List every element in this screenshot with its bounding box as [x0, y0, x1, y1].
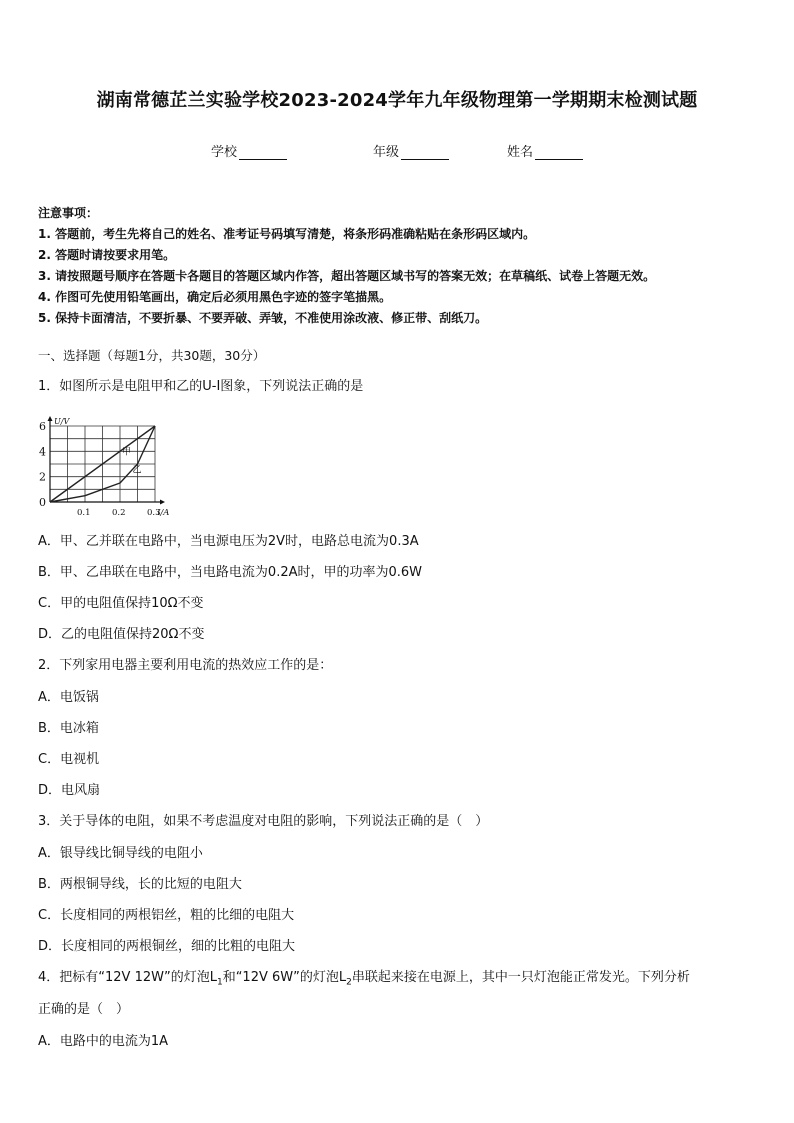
notes-header: 注意事项：: [38, 206, 99, 220]
name-field: [507, 141, 583, 160]
notes: [38, 203, 768, 329]
q3-option-c[interactable]: C．长度相同的两根铝丝，粗的比细的电阻大: [38, 908, 295, 923]
section-heading: 一、选择题（每题1分，共30题，30分）: [38, 348, 266, 363]
x-tick-label: 0.1: [77, 508, 91, 518]
y-tick-label: 4: [39, 445, 46, 459]
chart-labels: [39, 417, 169, 518]
x-tick-label: 0.2: [112, 508, 126, 518]
q1-option-c[interactable]: C．甲的电阻值保持10Ω不变: [38, 596, 204, 611]
y-tick-label: 6: [39, 420, 46, 433]
x-axis-arrow: [160, 500, 165, 505]
page-title: 湖南常德芷兰实验学校2023-2024学年九年级物理第一学期期末检测试题: [96, 90, 698, 111]
q4-stem-part: 和“12V 6W”的灯泡L: [222, 970, 347, 985]
subscript: 1: [216, 977, 223, 988]
q1-stem: 1．如图所示是电阻甲和乙的U-I图象，下列说法正确的是: [38, 379, 364, 394]
grade-field: [373, 141, 449, 160]
q4-stem: [38, 966, 690, 988]
y-tick-label: 0: [39, 496, 46, 509]
y-tick-label: 2: [39, 470, 46, 484]
x-axis-label: I/A: [157, 508, 170, 518]
name-label: 姓名: [507, 145, 534, 160]
note-item: 4. 作图可先使用铅笔画出，确定后必须用黑色字迹的签字笔描黑。: [38, 290, 392, 304]
q2-stem: 2．下列家用电器主要利用电流的热效应工作的是：: [38, 658, 333, 673]
y-axis-label: U/V: [54, 417, 70, 426]
q3-option-b[interactable]: B．两根铜导线，长的比短的电阻大: [38, 877, 242, 892]
name-blank[interactable]: [535, 147, 583, 160]
grade-label: 年级: [373, 145, 400, 160]
note-item: 3. 请按照题号顺序在答题卡各题目的答题区域内作答，超出答题区域书写的答案无效；在草稿纸、试卷上答题无效。: [38, 269, 656, 283]
q4-option-a[interactable]: A．电路中的电流为1A: [38, 1034, 169, 1049]
grade-blank[interactable]: [401, 147, 449, 160]
q3-option-a[interactable]: A．银导线比铜导线的电阻小: [38, 846, 203, 861]
q2-option-a[interactable]: A．电饭锅: [38, 690, 99, 705]
ui-chart: [30, 404, 170, 522]
q3-stem: 3．关于导体的电阻，如果不考虑温度对电阻的影响，下列说法正确的是（ ）: [38, 814, 489, 829]
series-label: 甲: [122, 447, 132, 458]
school-field: [211, 141, 287, 160]
q4-stem-part: 4．把标有“12V 12W”的灯泡L: [38, 970, 217, 985]
q3-option-d[interactable]: D．长度相同的两根铜丝，细的比粗的电阻大: [38, 939, 296, 954]
school-blank[interactable]: [239, 147, 287, 160]
note-item: 1. 答题前，考生先将自己的姓名、准考证号码填写清楚，将条形码准确粘贴在条形码区域内。: [38, 227, 536, 241]
series-label: 乙: [132, 465, 142, 476]
q4-stem-part: 串联起来接在电源上，其中一只灯泡能正常发光。下列分析: [351, 970, 690, 985]
q2-option-c[interactable]: C．电视机: [38, 752, 100, 767]
q1-option-b[interactable]: B．甲、乙串联在电路中，当电路电流为0.2A时，甲的功率为0.6W: [38, 565, 423, 580]
school-label: 学校: [211, 145, 238, 160]
note-item: 5. 保持卡面清洁，不要折暴、不要弄破、弄皱，不准使用涂改液、修正带、刮纸刀。: [38, 311, 488, 325]
q4-stem-line2: 正确的是（ ）: [38, 1002, 130, 1017]
x-tick-label: 0.3: [147, 508, 161, 518]
q1-option-d[interactable]: D．乙的电阻值保持20Ω不变: [38, 627, 205, 642]
q2-option-d[interactable]: D．电风扇: [38, 783, 101, 798]
subscript: 2: [346, 977, 352, 988]
q1-option-a[interactable]: A．甲、乙并联在电路中，当电源电压为2V时，电路总电流为0.3A: [38, 534, 419, 549]
q2-option-b[interactable]: B．电冰箱: [38, 721, 99, 736]
note-item: 2. 答题时请按要求用笔。: [38, 248, 176, 262]
y-axis-arrow: [48, 416, 53, 421]
